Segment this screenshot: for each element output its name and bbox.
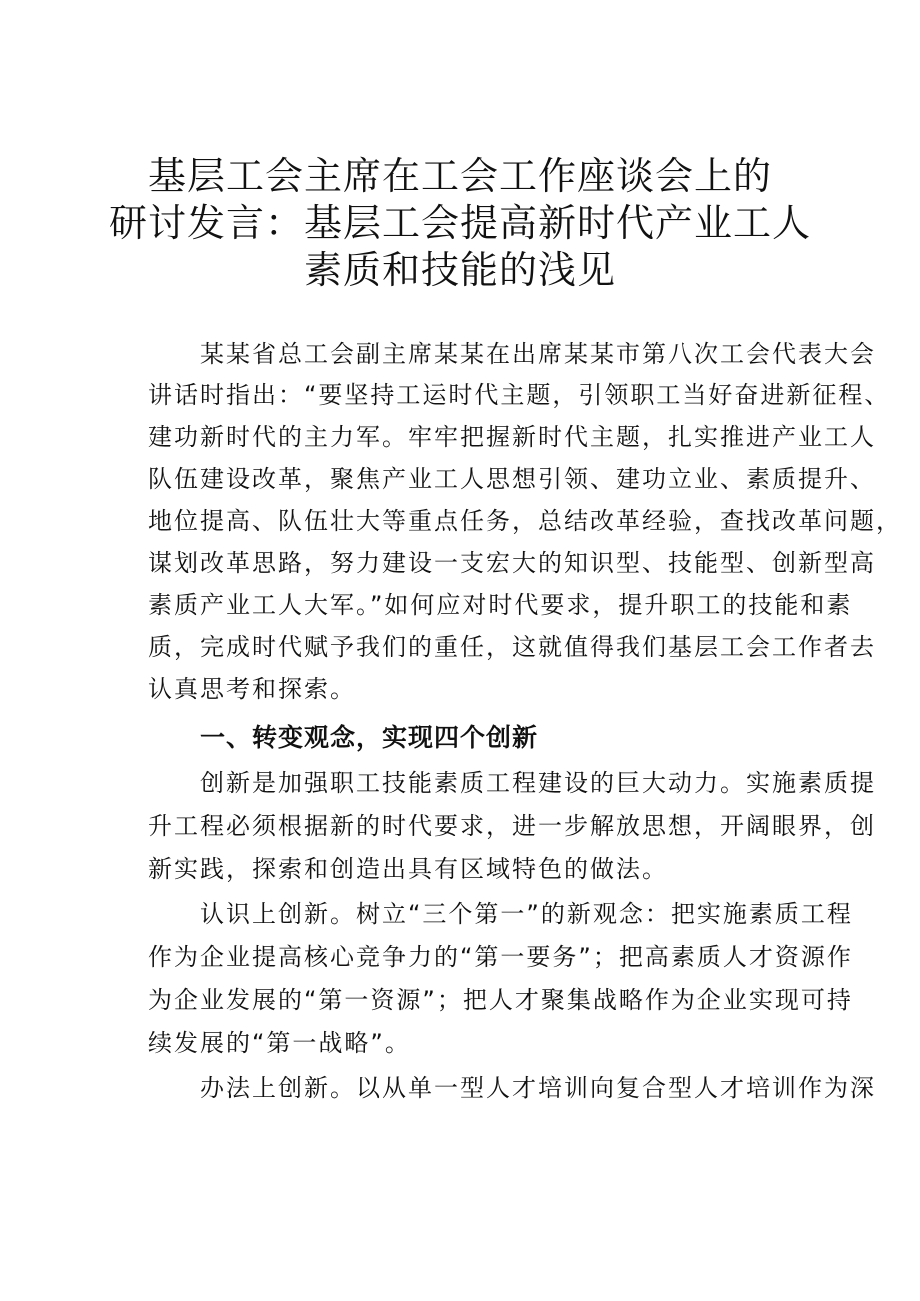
paragraph-line: 作为企业提高核心竞争力的“第一要务”；把高素质人才资源作 — [148, 943, 853, 971]
paragraph-line: 讲话时指出：“要坚持工运时代主题，引领职工当好奋进新征程、 — [148, 381, 891, 409]
title-line-2: 研讨发言：基层工会提高新时代产业工人 — [108, 201, 811, 245]
paragraph-line: 地位提高、队伍壮大等重点任务，总结改革经验，查找改革问题， — [148, 507, 902, 535]
paragraph-line: 认真思考和探索。 — [148, 675, 356, 703]
paragraph-line: 认识上创新。树立“三个第一”的新观念：把实施素质工程 — [200, 900, 853, 928]
paragraph-line: 升工程必须根据新的时代要求，进一步解放思想，开阔眼界，创 — [148, 812, 876, 840]
section-heading-1: 一、转变观念，实现四个创新 — [200, 723, 539, 752]
title-line-1: 基层工会主席在工会工作座谈会上的 — [147, 154, 772, 198]
paragraph-line: 队伍建设改革，聚焦产业工人思想引领、建功立业、素质提升、 — [148, 465, 876, 493]
paragraph-line: 某某省总工会副主席某某在出席某某市第八次工会代表大会 — [200, 340, 876, 368]
paragraph-line: 素质产业工人大军。”如何应对时代要求，提升职工的技能和素 — [148, 591, 853, 619]
paragraph-line: 为企业发展的“第一资源”；把人才聚集战略作为企业实现可持 — [148, 986, 853, 1014]
paragraph-line: 创新是加强职工技能素质工程建设的巨大动力。实施素质提 — [200, 769, 876, 797]
paragraph-line: 新实践，探索和创造出具有区域特色的做法。 — [148, 855, 668, 883]
paragraph-line: 谋划改革思路，努力建设一支宏大的知识型、技能型、创新型高 — [148, 549, 876, 577]
paragraph-line: 质，完成时代赋予我们的重任，这就值得我们基层工会工作者去 — [148, 633, 876, 661]
paragraph-line: 建功新时代的主力军。牢牢把握新时代主题，扎实推进产业工人 — [148, 423, 876, 451]
title-line-3: 素质和技能的浅见 — [303, 248, 616, 292]
paragraph-line: 续发展的“第一战略”。 — [148, 1029, 411, 1057]
paragraph-line: 办法上创新。以从单一型人才培训向复合型人才培训作为深 — [200, 1074, 876, 1102]
